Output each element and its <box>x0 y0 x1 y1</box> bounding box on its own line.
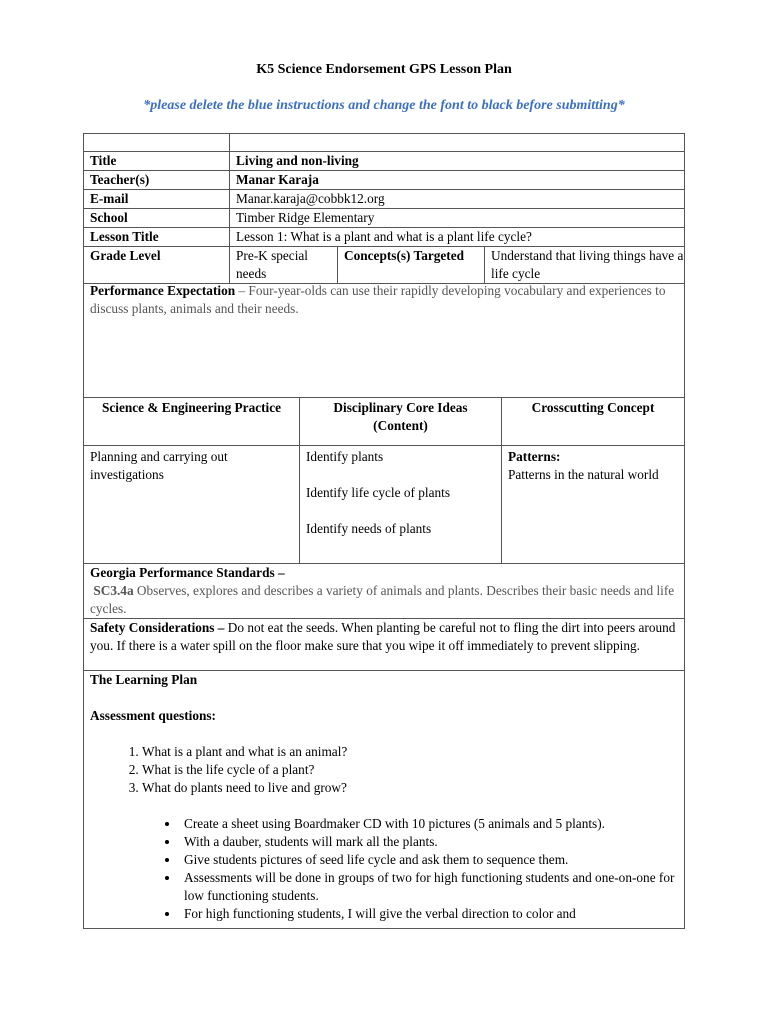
ccc-text: Patterns in the natural world <box>508 467 659 482</box>
assessment-bullets-list <box>90 815 678 923</box>
assessment-questions-list <box>90 743 678 797</box>
assessment-bullet: • Create a sheet using Boardmaker CD with 10 pictures (5 animals and 5 plants). <box>180 815 678 833</box>
grade-level-value: Pre-K special needs <box>230 247 338 283</box>
info-row-grade <box>84 247 684 283</box>
sep-header: Science & Engineering Practice <box>84 398 299 446</box>
info-row-lesson <box>84 228 684 247</box>
school-label: School <box>84 209 230 227</box>
lesson-title-value: Lesson 1: What is a plant and what is a plant life cycle? <box>236 229 532 244</box>
ccc-body <box>502 446 684 486</box>
ccc-column <box>502 398 684 563</box>
info-row-teacher <box>84 171 684 190</box>
gps-text: Observes, explores and describes a variety of animals and plants. Describes their basic needs and life cycles. <box>90 583 675 616</box>
learning-plan-heading: The Learning Plan <box>90 672 198 687</box>
sep-body: Planning and carrying out investigations <box>90 449 228 482</box>
gps-section <box>83 564 685 619</box>
lesson-info-table <box>83 133 685 284</box>
teacher-label: Teacher(s) <box>84 171 230 189</box>
performance-text: – Four-year-olds can use their rapidly developing vocabulary and experiences to discuss plants, animals and their needs. <box>90 283 666 316</box>
dci-item: Identify life cycle of plants <box>306 485 450 500</box>
assessment-question: 1. What is a plant and what is an animal? <box>142 743 678 761</box>
assessment-bullet: • With a dauber, students will mark all the plants. <box>180 833 678 851</box>
assessment-question: 3. What do plants need to live and grow? <box>142 779 678 797</box>
dci-column <box>300 398 502 563</box>
dci-body <box>300 446 501 540</box>
info-row-email <box>84 190 684 209</box>
sep-column <box>84 398 300 563</box>
title-label: Title <box>84 152 230 170</box>
concepts-targeted-label: Concepts(s) Targeted <box>338 247 485 283</box>
assessment-question: 2. What is the life cycle of a plant? <box>142 761 678 779</box>
gps-code: SC3.4a <box>93 583 134 598</box>
email-label: E-mail <box>84 190 230 208</box>
dci-item: Identify needs of plants <box>306 521 432 536</box>
blank-label-cell <box>84 134 230 151</box>
practices-ideas-concepts-table <box>83 398 685 564</box>
info-row-title <box>84 152 684 171</box>
assessment-bullet: • Assessments will be done in groups of two for high functioning students and one-on-one for low functioning students. <box>180 869 678 905</box>
blue-instructions: *please delete the blue instructions and change the font to black before submitting* <box>143 98 625 113</box>
gps-dash: – <box>274 565 285 580</box>
grade-level-label: Grade Level <box>84 247 230 283</box>
gps-label: Georgia Performance Standards <box>90 565 275 580</box>
safety-section <box>83 619 685 671</box>
performance-label: Performance Expectation <box>90 283 236 298</box>
ccc-label: Patterns: <box>508 449 561 464</box>
assessment-bullet: • Give students pictures of seed life cycle and ask them to sequence them. <box>180 851 678 869</box>
lesson-title-label: Lesson Title <box>84 228 230 246</box>
safety-text: Do not eat the seeds. When planting be careful not to fling the dirt into peers around you. If there is a water spill on the floor make sure that you wipe it off immediately to prevent slipping. <box>90 620 676 653</box>
assessment-heading: Assessment questions: <box>90 708 216 723</box>
assessment-bullet: • For high functioning students, I will give the verbal direction to color and <box>180 905 678 923</box>
page-title: K5 Science Endorsement GPS Lesson Plan <box>256 62 512 77</box>
info-row-school <box>84 209 684 228</box>
ccc-header: Crosscutting Concept <box>502 398 684 446</box>
info-row-blank <box>84 134 684 152</box>
blank-value-cell <box>230 134 684 151</box>
teacher-value: Manar Karaja <box>236 172 319 187</box>
email-value: Manar.karaja@cobbk12.org <box>236 191 385 206</box>
school-value: Timber Ridge Elementary <box>236 210 375 225</box>
learning-plan-section <box>83 671 685 929</box>
concepts-targeted-value: Understand that living things have a life cycle <box>491 248 684 281</box>
safety-label: Safety Considerations – <box>90 620 225 635</box>
performance-expectation-section <box>83 280 685 398</box>
dci-item: Identify plants <box>306 449 384 464</box>
title-value: Living and non-living <box>236 153 359 168</box>
dci-header: Disciplinary Core Ideas (Content) <box>300 398 501 446</box>
